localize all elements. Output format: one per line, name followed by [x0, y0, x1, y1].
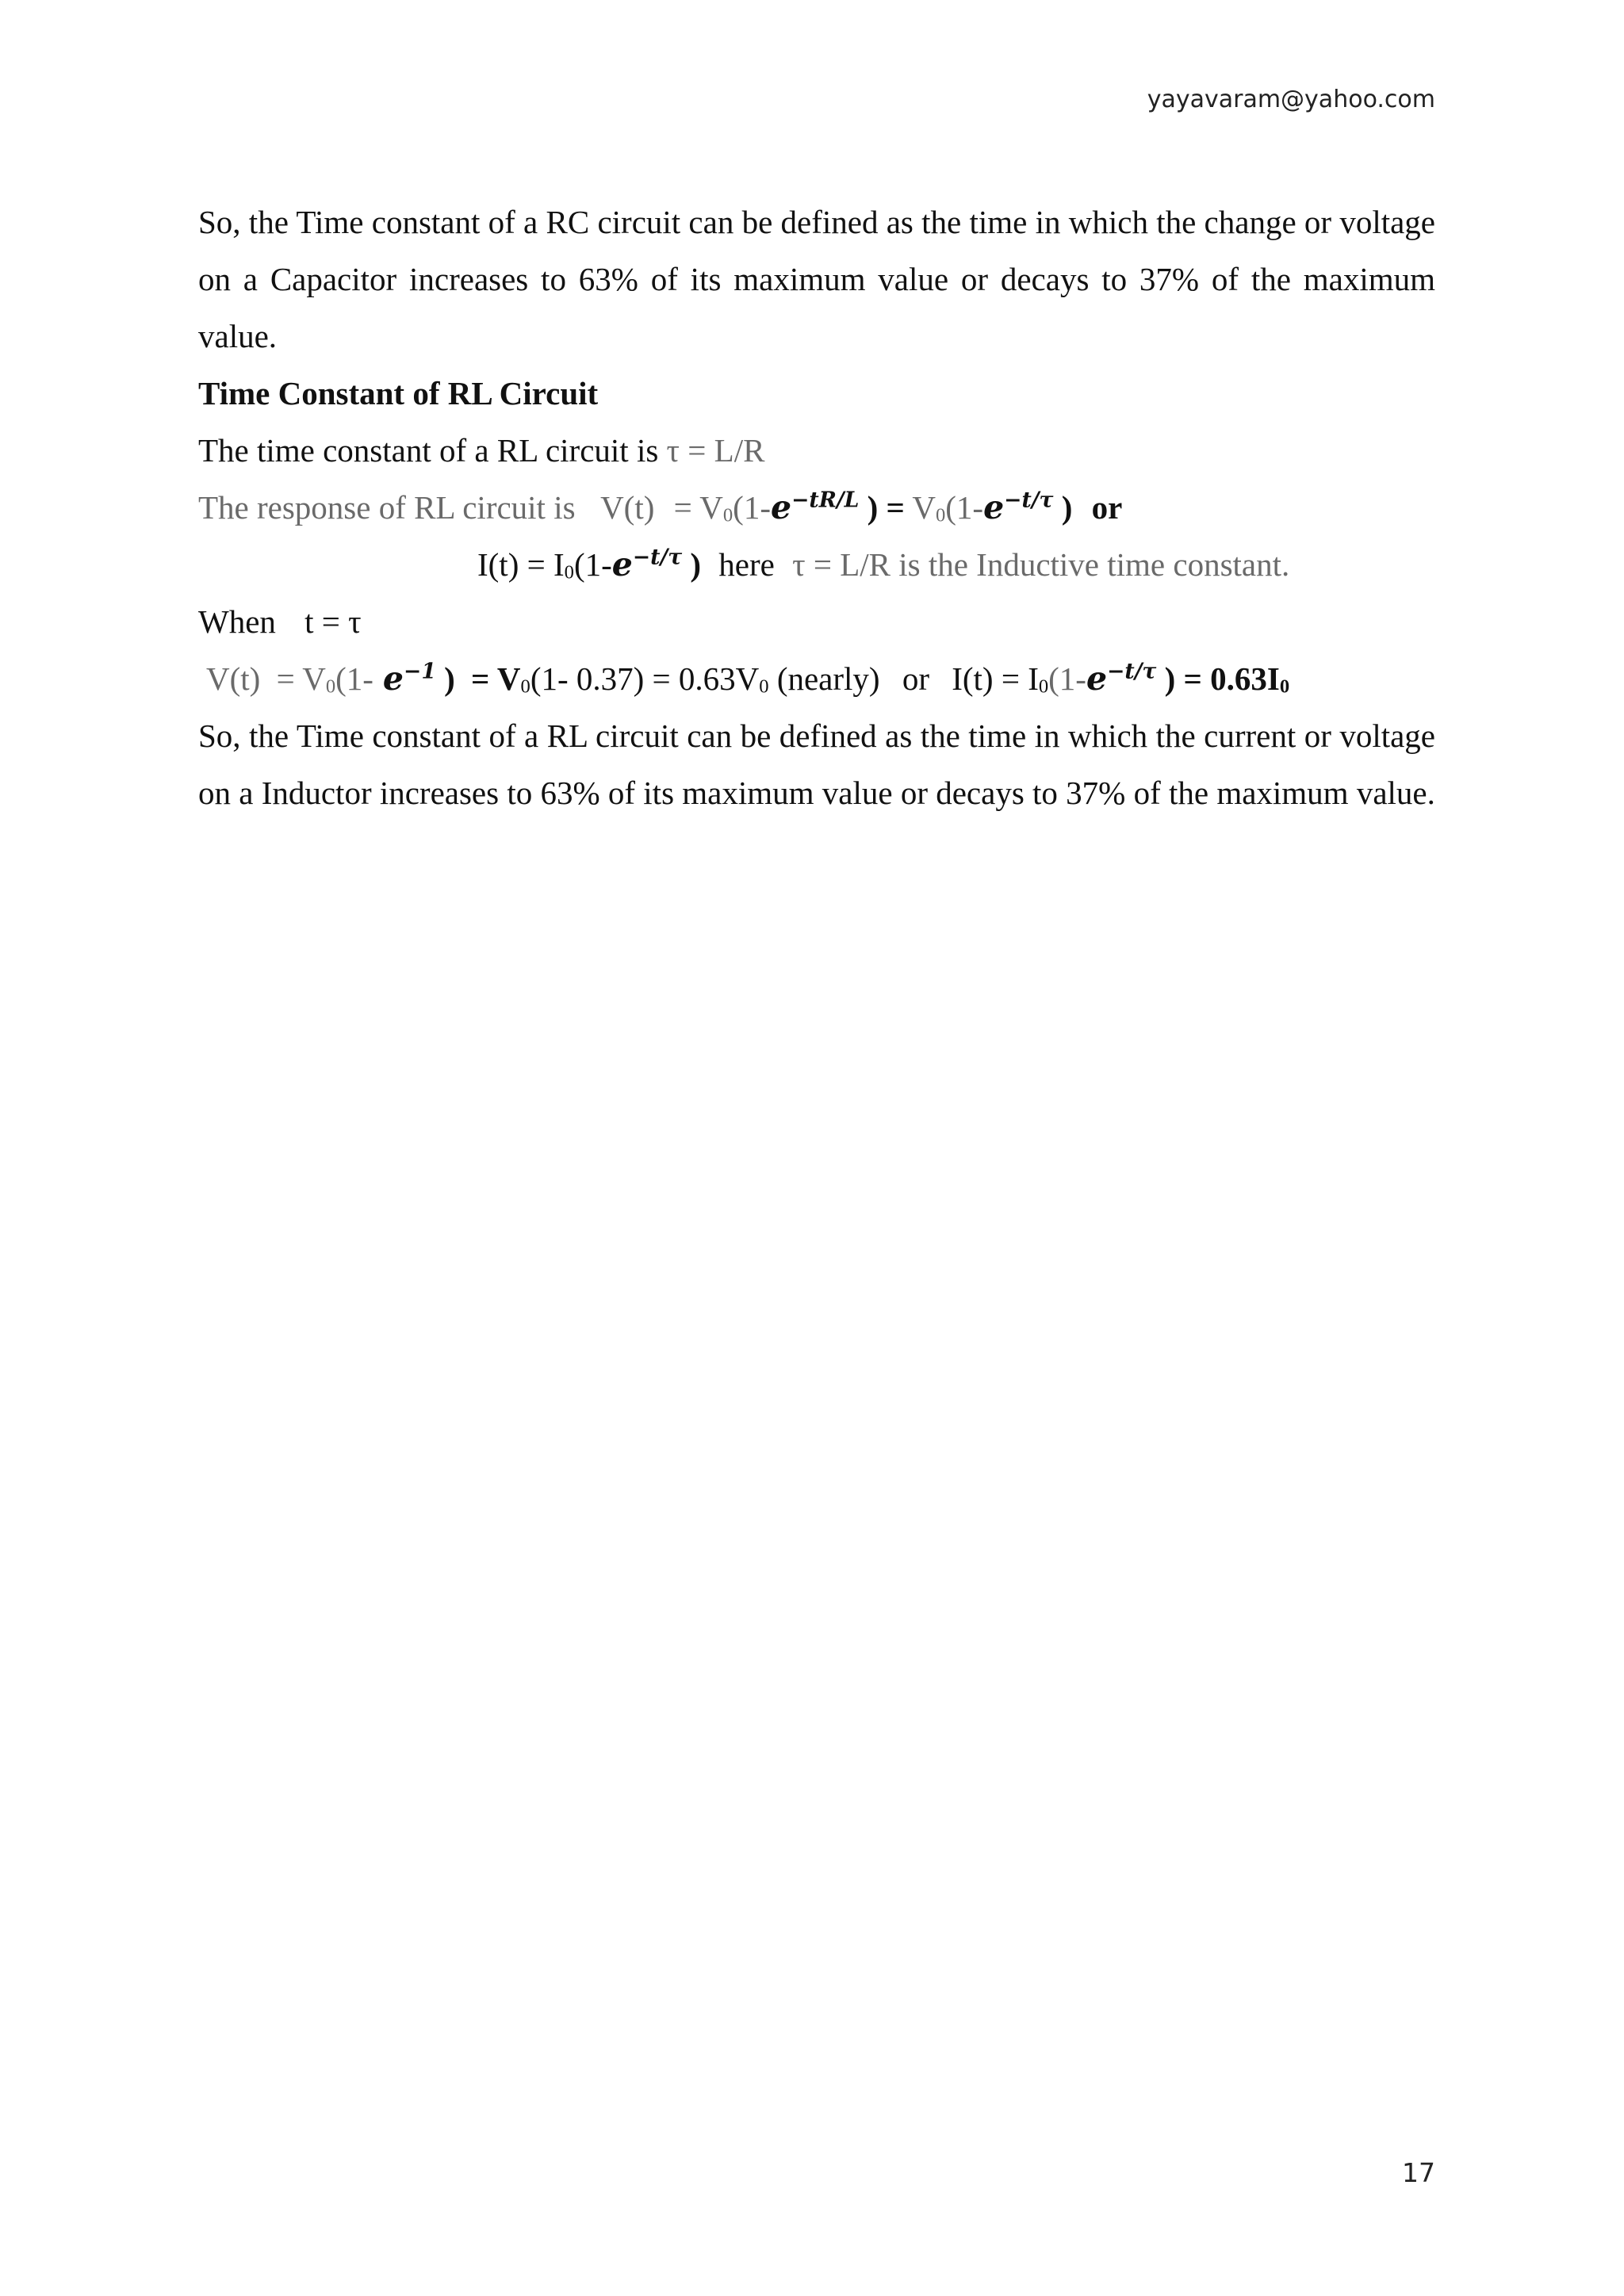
eval-eq2: = V [471, 660, 521, 697]
current-prefix: I(t) = I [477, 546, 565, 583]
response-exp2-power: −t/τ [1004, 488, 1054, 513]
rl-tc-prefix: The time constant of a RL circuit is [198, 432, 659, 469]
response-sub0: 0 [722, 504, 733, 526]
response-v0b: V [912, 489, 936, 526]
eval-vt: V(t) [206, 660, 261, 697]
response-open: (1- [733, 489, 771, 526]
eval-sub0: 0 [325, 675, 336, 698]
current-here: here [718, 546, 775, 583]
eval-close: ) [444, 660, 455, 697]
response-open2: (1- [945, 489, 984, 526]
eval-it: I(t) = I [952, 660, 1039, 697]
eval-or: or [902, 660, 929, 697]
rc-definition-paragraph: So, the Time constant of a RC circuit can be defined as the time in which the change or voltage on a Capacitor increases to 63% of its maximum value or decays to 37% of the maximum value. [198, 204, 1435, 354]
response-eq1: = V [673, 489, 723, 526]
eval-open: (1- [335, 660, 373, 697]
document-body [198, 193, 1435, 821]
eval-sub0b: 0 [520, 675, 530, 698]
eval-exp2 [1086, 660, 1156, 698]
current-sub0: 0 [564, 561, 574, 584]
current-note: τ = L/R is the Inductive time constant. [792, 546, 1290, 583]
response-exp1 [771, 488, 859, 526]
current-equation-line [198, 536, 1435, 593]
eval-exp-power: −1 [404, 659, 436, 684]
rl-response-line [198, 479, 1435, 536]
response-vt: V(t) [600, 489, 655, 526]
when-condition: t = τ [304, 603, 362, 640]
when-line [198, 593, 1435, 650]
response-or: or [1091, 489, 1123, 526]
section-heading-rl: Time Constant of RL Circuit [198, 375, 599, 411]
eval-exp2-power: −t/τ [1107, 659, 1157, 684]
eval-exp-base: e [382, 660, 404, 698]
response-exp1-power: −tR/L [791, 488, 860, 513]
current-close: ) [690, 546, 702, 583]
response-exp2 [983, 488, 1053, 526]
current-exp [612, 545, 682, 584]
eval-exp2-base: e [1086, 660, 1108, 698]
eval-result: ) = 0.63I [1164, 660, 1280, 697]
header-email: yayavaram@yahoo.com [1147, 86, 1435, 113]
response-close1: ) = [867, 489, 905, 526]
response-sub0b: 0 [935, 504, 946, 526]
eval-sub0c: 0 [759, 675, 769, 698]
eval-exp [383, 660, 436, 698]
rl-tc-value: τ = L/R [666, 432, 765, 469]
evaluation-line [198, 650, 1435, 707]
eval-mid: (1- 0.37) = 0.63V [530, 660, 760, 697]
eval-open2: (1- [1048, 660, 1086, 697]
response-prefix: The response of RL circuit is [198, 489, 576, 526]
current-exp-power: −t/τ [632, 545, 683, 570]
rl-time-constant-line [198, 422, 1435, 479]
response-exp2-base: e [983, 488, 1005, 526]
when-label: When [198, 603, 276, 640]
response-exp1-base: e [770, 488, 792, 526]
eval-sub0d: 0 [1038, 675, 1049, 698]
current-open: (1- [573, 546, 612, 583]
current-exp-base: e [611, 545, 633, 584]
response-close2: ) [1061, 489, 1073, 526]
eval-result-sub: 0 [1279, 675, 1290, 698]
rl-definition-paragraph: So, the Time constant of a RL circuit can be defined as the time in which the current or voltage on a Inductor increases to 63% of its maximum value or decays to 37% of the maximum value. [198, 718, 1435, 811]
page-number: 17 [1402, 2157, 1435, 2188]
eval-eq: = V [276, 660, 326, 697]
eval-nearly: (nearly) [776, 660, 880, 697]
